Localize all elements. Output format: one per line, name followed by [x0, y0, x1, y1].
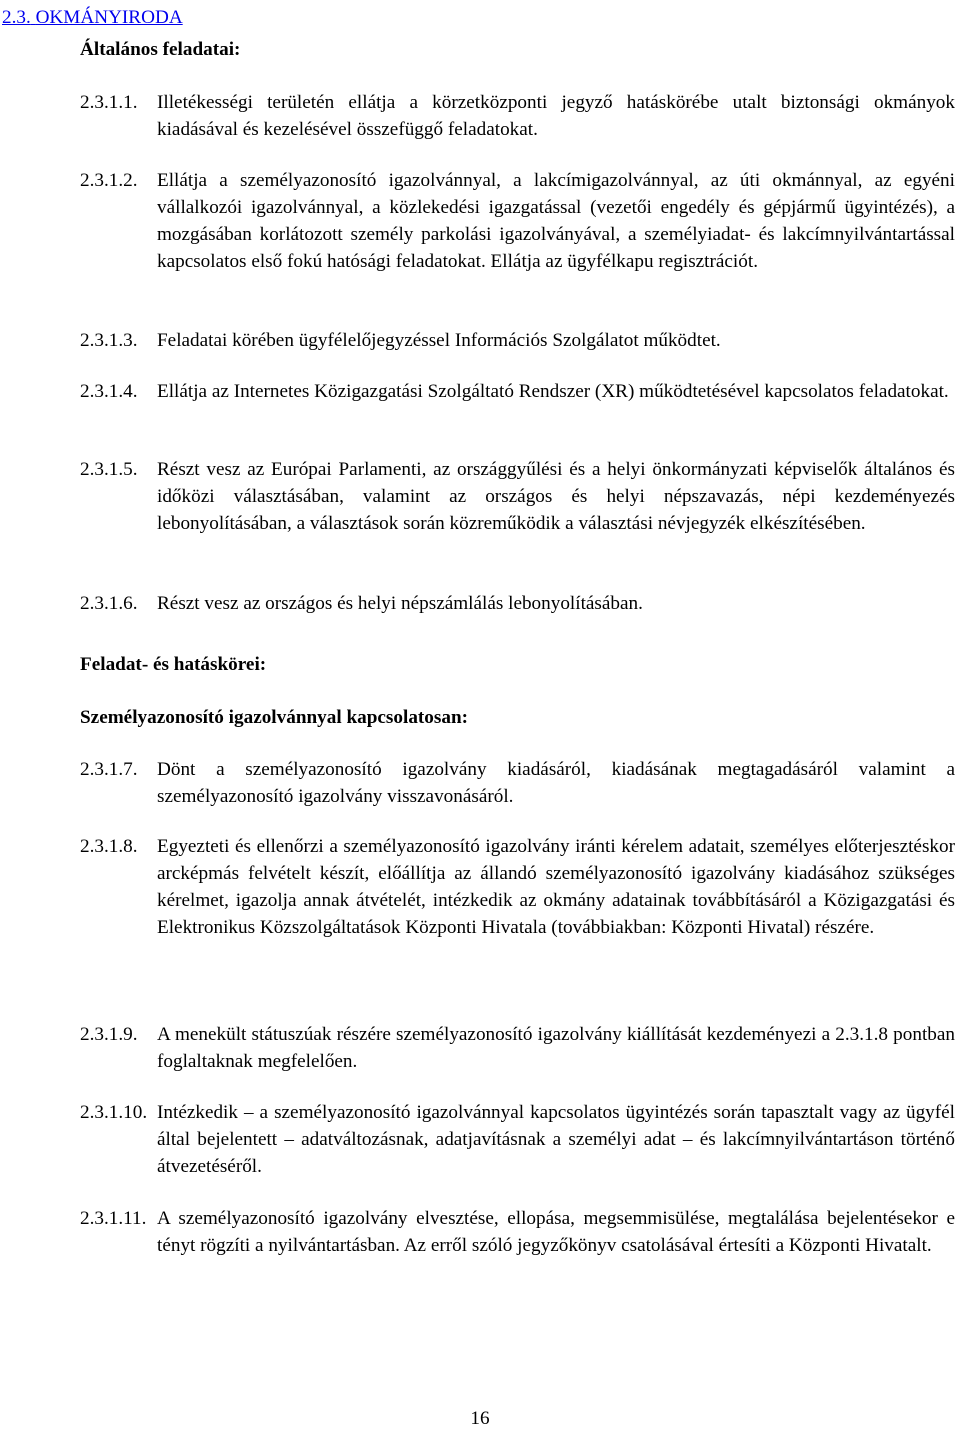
item-number: 2.3.1.8.	[80, 836, 138, 857]
list-item	[80, 327, 955, 354]
item-text: A menekült státuszúak részére személyazonosító igazolvány kiállítását kezdeményezi a 2.3.1.8 pontban foglaltaknak megfelelően.	[157, 1024, 955, 1072]
item-text: Részt vesz az országos és helyi népszámlálás lebonyolításában.	[157, 593, 643, 614]
page-number: 16	[470, 1408, 490, 1429]
item-number: 2.3.1.4.	[80, 381, 138, 402]
list-item	[80, 1099, 955, 1180]
item-number: 2.3.1.3.	[80, 330, 138, 351]
general-tasks-heading: Általános feladatai:	[80, 39, 241, 60]
list-item	[80, 1205, 955, 1259]
item-number: 2.3.1.1.	[80, 92, 138, 113]
list-item	[80, 167, 955, 275]
id-card-heading: Személyazonosító igazolvánnyal kapcsolatosan:	[80, 707, 469, 728]
list-item	[80, 1021, 955, 1075]
item-number: 2.3.1.6.	[80, 593, 138, 614]
powers-heading: Feladat- és hatáskörei:	[80, 654, 267, 675]
section-number: 2.3.	[2, 7, 31, 28]
list-item	[80, 378, 955, 405]
section-heading	[2, 4, 183, 31]
item-text: A személyazonosító igazolvány elvesztése, ellopása, megsemmisülése, megtalálása bejelentésekor e tényt rögzíti a nyilvántartásban. Az erről szóló jegyzőkönyv csatolásával értesíti a Központi Hivatalt.	[157, 1208, 955, 1256]
list-item	[80, 590, 955, 617]
item-text: Intézkedik – a személyazonosító igazolvánnyal kapcsolatos ügyintézés során tapasztalt vagy az ügyfél által bejelentett – adatváltozásnak, adatjavításnak a személyi adat – és lakcímnyilvántartáson történő átvezetéséről.	[157, 1102, 955, 1177]
item-text: Ellátja a személyazonosító igazolvánnyal, a lakcímigazolvánnyal, az úti okmánnyal, az egyéni vállalkozói igazolvánnyal, a közlekedési igazgatással (vezetői engedély és gépjármű ügyintézés), a mozgásában korlátozott személy parkolási igazolványával, a személyiadat- és lakcímnyilvántartással kapcsolatos első fokú hatósági feladatokat. Ellátja az ügyfélkapu regisztrációt.	[157, 170, 955, 272]
item-text: Ellátja az Internetes Közigazgatási Szolgáltató Rendszer (XR) működtetésével kapcsolatos feladatokat.	[157, 381, 949, 402]
item-text: Dönt a személyazonosító igazolvány kiadásáról, kiadásának megtagadásáról valamint a személyazonosító igazolvány visszavonásáról.	[157, 759, 955, 807]
item-text: Részt vesz az Európai Parlamenti, az országgyűlési és a helyi önkormányzati képviselők általános és időközi választásában, valamint az országos és helyi népszavazás, népi kezdeményezés lebonyolításában, a választások során közreműködik a választási névjegyzék elkészítésében.	[157, 459, 955, 534]
list-item	[80, 833, 955, 941]
item-number: 2.3.1.7.	[80, 759, 138, 780]
item-number: 2.3.1.9.	[80, 1024, 138, 1045]
item-text: Illetékességi területén ellátja a körzetközponti jegyző hatáskörébe utalt biztonsági okmányok kiadásával és kezelésével összefüggő feladatokat.	[157, 92, 955, 140]
item-number: 2.3.1.5.	[80, 459, 138, 480]
item-number: 2.3.1.11.	[80, 1208, 147, 1229]
item-number: 2.3.1.10.	[80, 1102, 148, 1123]
item-text: Egyezteti és ellenőrzi a személyazonosító igazolvány iránti kérelem adatait, személyes előterjesztéskor arcképmás felvételt készít, előállítja az állandó személyazonosító igazolvány kiadásához szükséges kérelmet, igazolja annak átvételét, intézkedik az okmány adatainak továbbításáról a Közigazgatási és Elektronikus Közszolgáltatások Központi Hivatala (továbbiakban: Központi Hivatal) részére.	[157, 836, 955, 938]
list-item	[80, 89, 955, 143]
item-number: 2.3.1.2.	[80, 170, 138, 191]
section-title: OKMÁNYIRODA	[35, 7, 183, 28]
item-text: Feladatai körében ügyfélelőjegyzéssel Információs Szolgálatot működtet.	[157, 330, 721, 351]
list-item	[80, 456, 955, 537]
list-item	[80, 756, 955, 810]
